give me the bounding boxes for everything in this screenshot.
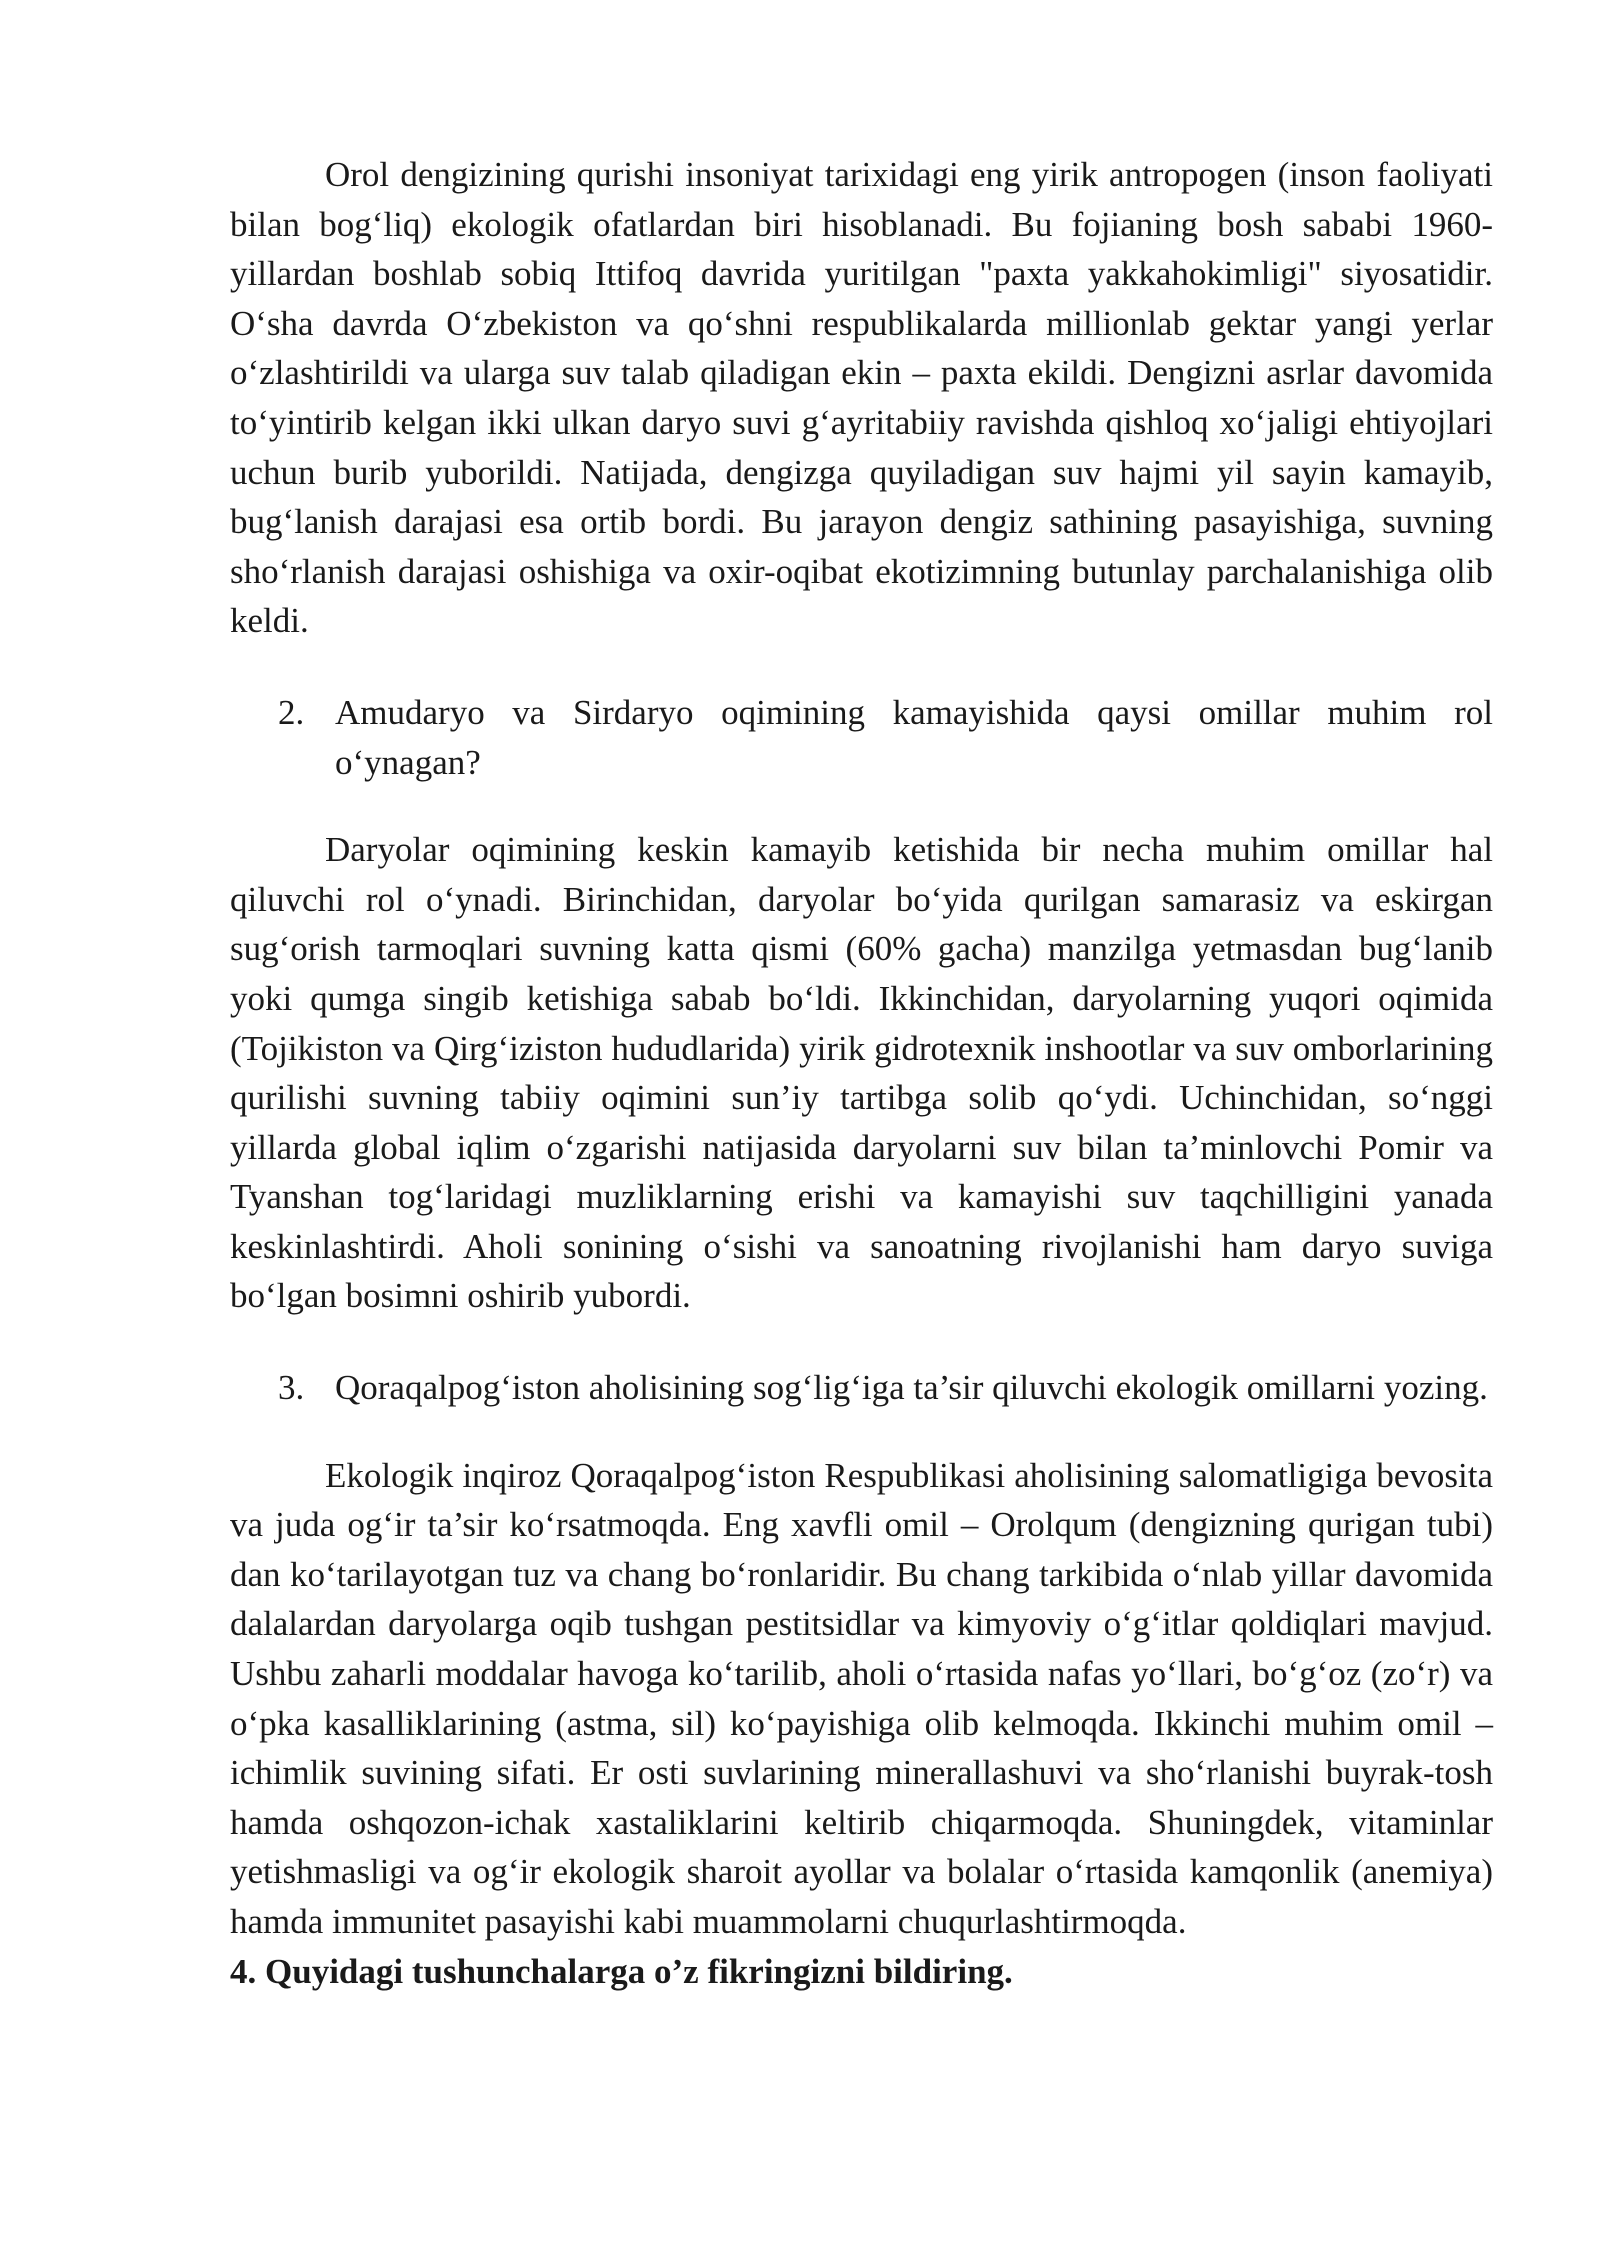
document-body xyxy=(230,150,1493,1996)
question-text: Qoraqalpog‘iston aholisining sog‘lig‘iga ta’sir qiluvchi ekologik omillarni yozing. xyxy=(335,1368,1488,1408)
answer-paragraph-1: Orol dengizining qurishi insoniyat tarixidagi eng yirik antropogen (inson faoliyati bilan bog‘liq) ekologik ofatlardan biri hisoblanadi. Bu fojianing bosh sababi 1960-yillardan boshlab sobiq Ittifoq davrida yuritilgan "paxta yakkahokimligi" siyosatidir. O‘sha davrda O‘zbekiston va qo‘shni respublikalarda millionlab gektar yangi yerlar o‘zlashtirildi va ularga suv talab qiladigan ekin – paxta ekildi. Dengizni asrlar davomida to‘yintirib kelgan ikki ulkan daryo suvi g‘ayritabiiy ravishda qishloq xo‘jaligi ehtiyojlari uchun burib yuborildi. Natijada, dengizga quyiladigan suv hajmi yil sayin kamayib, bug‘lanish darajasi esa ortib bordi. Bu jarayon dengiz sathining pasayishiga, suvning sho‘rlanish darajasi oshishiga va oxir-oqibat ekotizimning butunlay parchalanishiga olib keldi. xyxy=(230,155,1493,641)
section-heading: 4. Quyidagi tushunchalarga o’z fikringizni bildiring. xyxy=(230,1951,1013,1991)
answer-paragraph-2: Daryolar oqimining keskin kamayib ketishida bir necha muhim omillar hal qiluvchi rol o‘ynadi. Birinchidan, daryolar bo‘yida qurilgan samarasiz va eskirgan sug‘orish tarmoqlari suvning katta qismi (60% gacha) manzilga yetmasdan bug‘lanib yoki qumga singib ketishiga sabab bo‘ldi. Ikkinchidan, daryolarning yuqori oqimida (Tojikiston va Qirg‘iziston hududlarida) yirik gidrotexnik inshootlar va suv omborlarining qurilishi suvning tabiiy oqimini sun’iy tartibga solib qo‘ydi. Uchinchidan, so‘nggi yillarda global iqlim o‘zgarishi natijasida daryolarni suv bilan ta’minlovchi Pomir va Tyanshan tog‘laridagi muzliklarning erishi va kamayishi suv taqchilligini yanada keskinlashtirdi. Aholi sonining o‘sishi va sanoatning rivojlanishi ham daryo suviga bo‘lgan bosimni oshirib yubordi. xyxy=(230,830,1493,1316)
question-text: Amudaryo va Sirdaryo oqimining kamayishida qaysi omillar muhim rol o‘ynagan? xyxy=(335,692,1493,782)
question-item-3 xyxy=(230,1363,1493,1413)
answer-paragraph-3: Ekologik inqiroz Qoraqalpog‘iston Respublikasi aholisining salomatligiga bevosita va juda og‘ir ta’sir ko‘rsatmoqda. Eng xavfli omil – Orolqum (dengizning qurigan tubi) dan ko‘tarilayotgan tuz va chang bo‘ronlaridir. Bu chang tarkibida o‘nlab yillar davomida dalalardan daryolarga oqib tushgan pestitsidlar va kimyoviy o‘g‘itlar qoldiqlari mavjud. Ushbu zaharli moddalar havoga ko‘tarilib, aholi o‘rtasida nafas yo‘llari, bo‘g‘oz (zo‘r) va o‘pka kasalliklarining (astma, sil) ko‘payishiga olib kelmoqda. Ikkinchi muhim omil – ichimlik suvining sifati. Er osti suvlarining minerallashuvi va sho‘rlanishi buyrak-tosh hamda oshqozon-ichak xastaliklarini keltirib chiqarmoqda. Shuningdek, vitaminlar yetishmasligi va og‘ir ekologik sharoit ayollar va bolalar o‘rtasida kamqonlik (anemiya) hamda immunitet pasayishi kabi muammolarni chuqurlashtirmoqda. xyxy=(230,1455,1493,1941)
question-item-2 xyxy=(230,688,1493,787)
question-number: 2. xyxy=(278,692,305,732)
question-number: 3. xyxy=(278,1368,305,1408)
